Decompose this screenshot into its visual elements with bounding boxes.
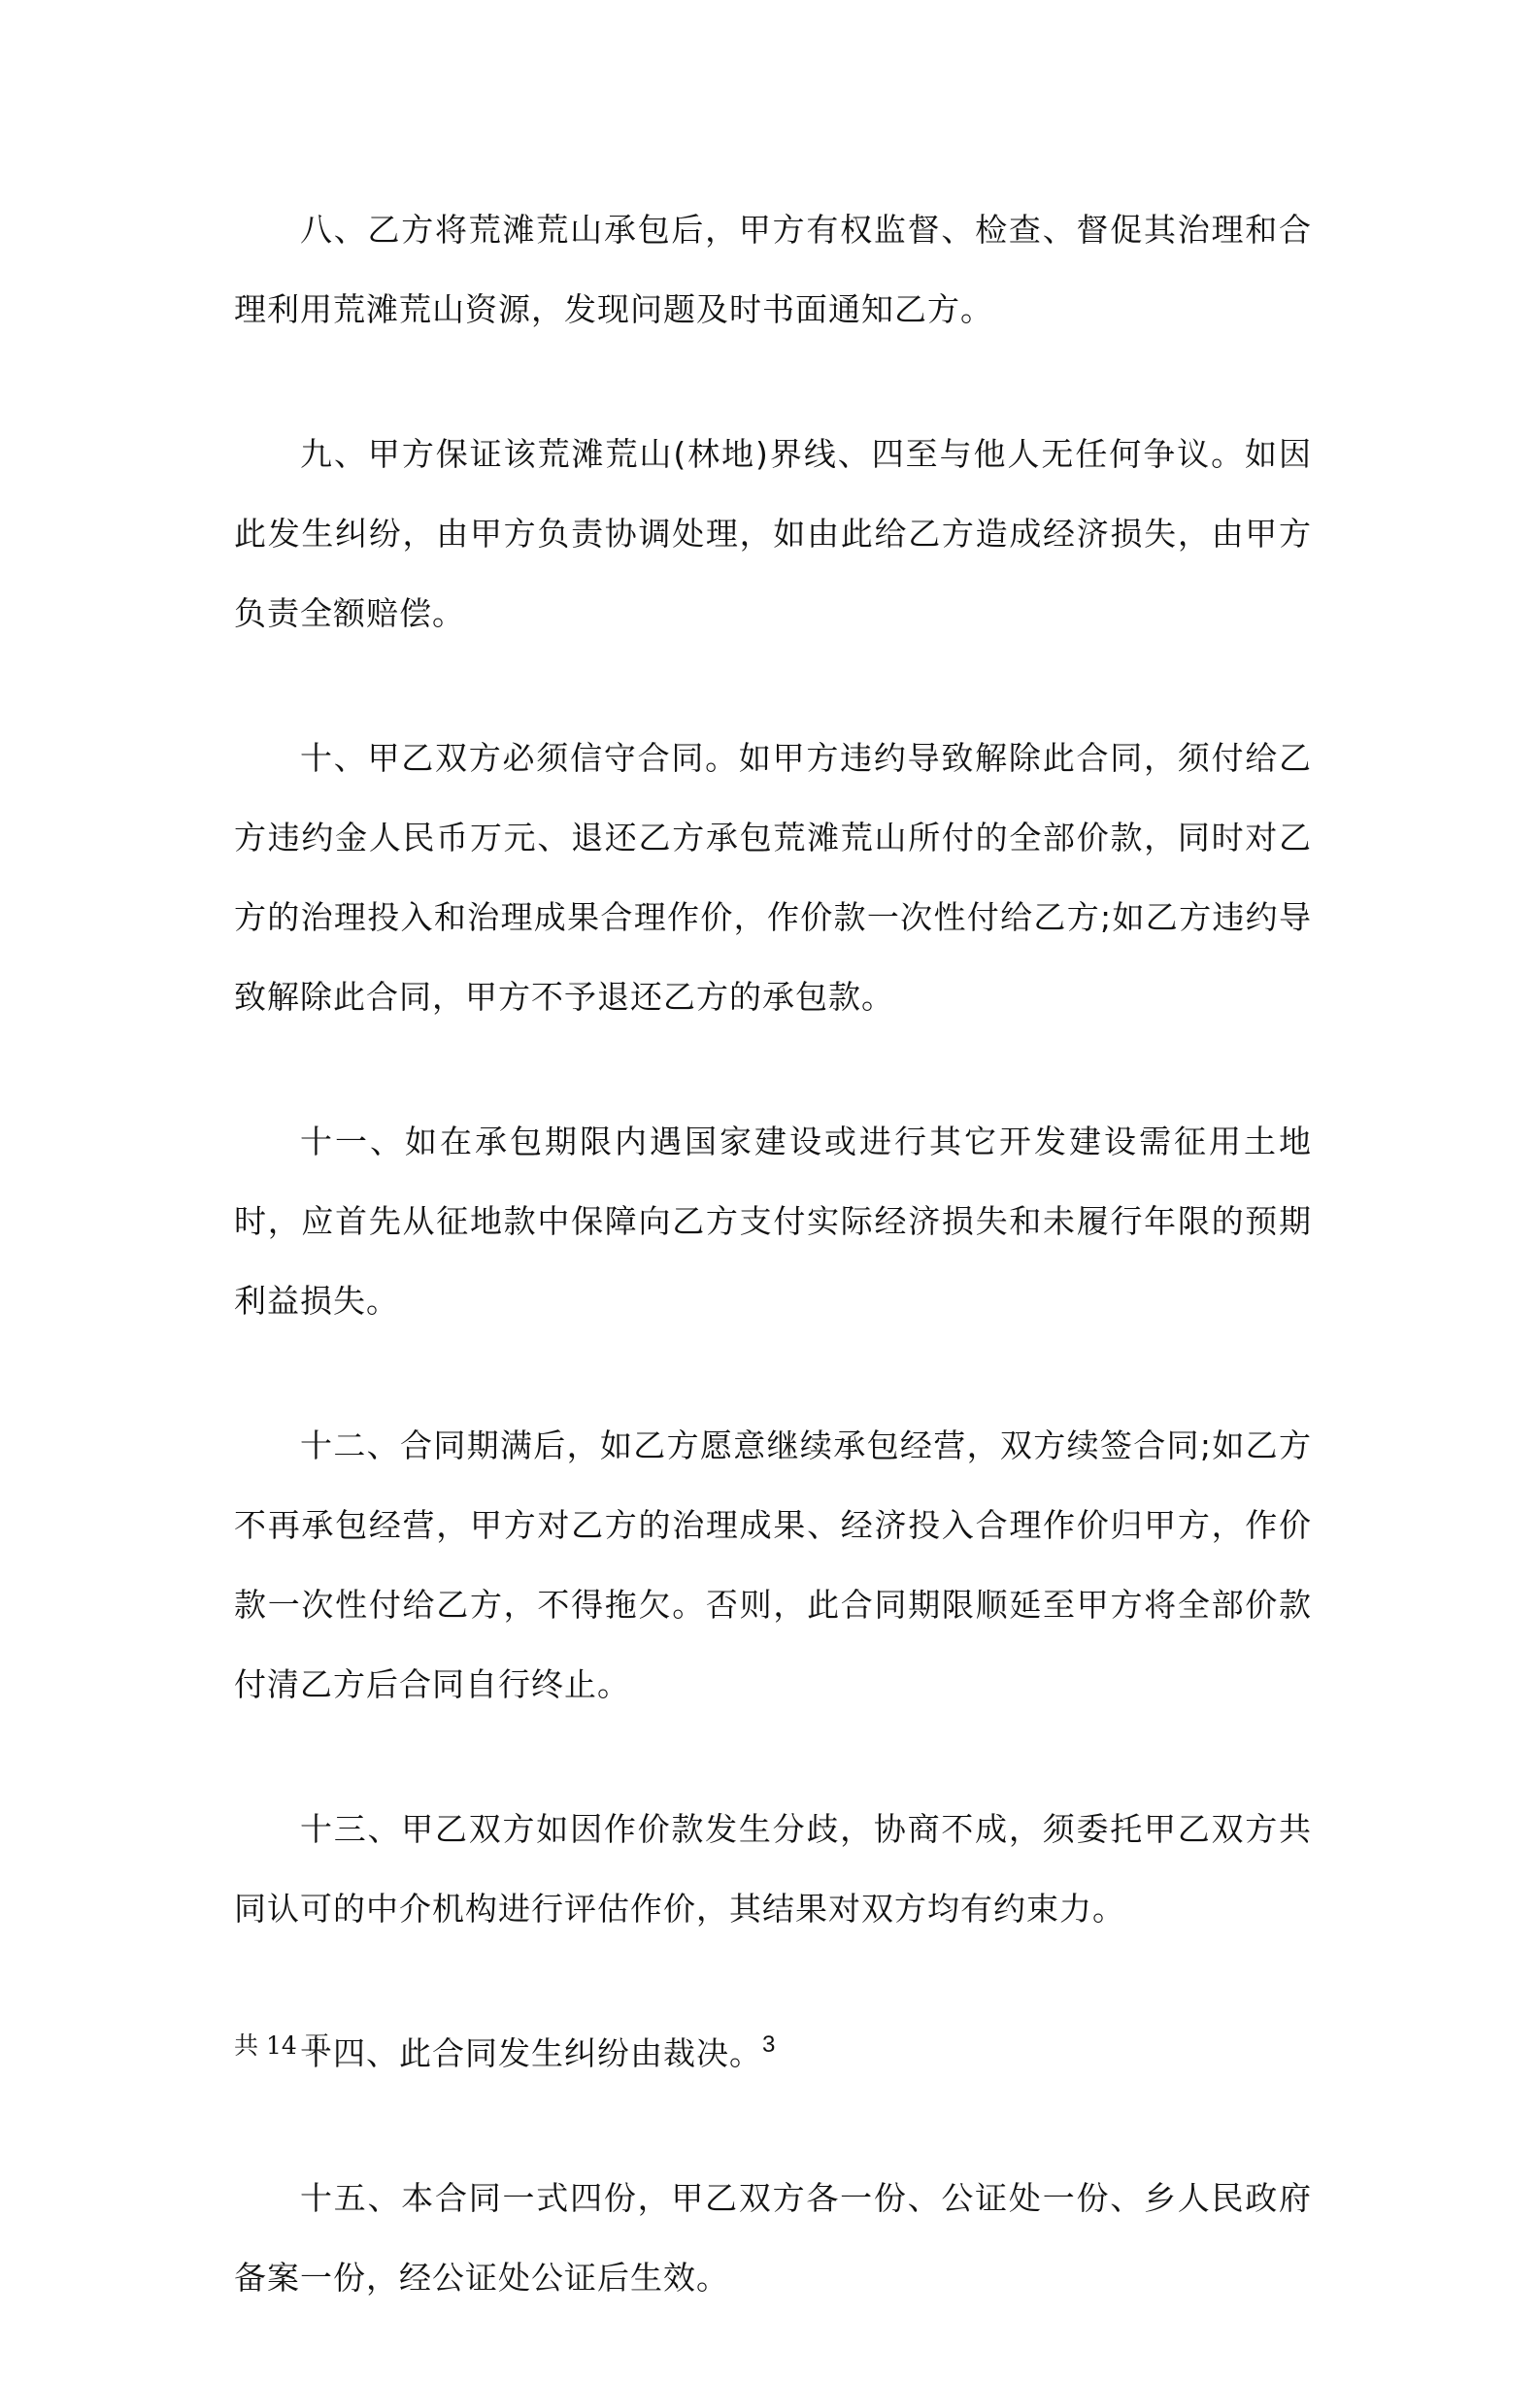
clause-9: 九、甲方保证该荒滩荒山(林地)界线、四至与他人无任何争议。如因此发生纠纷，由甲方负责协调处理，如由此给乙方造成经济损失，由甲方负责全额赔偿。: [234, 435, 1312, 632]
footer-page-number: 3: [762, 2031, 776, 2058]
clause-11: 十一、如在承包期限内遇国家建设或进行其它开发建设需征用土地时，应首先从征地款中保障向乙方支付实际经济损失和未履行年限的预期利益损失。: [234, 1123, 1312, 1320]
clause-13: 十三、甲乙双方如因作价款发生分歧，协商不成，须委托甲乙双方共同认可的中介机构进行评估作价，其结果对双方均有约束力。: [234, 1810, 1312, 1928]
clause-8: 八、乙方将荒滩荒山承包后，甲方有权监督、检查、督促其治理和合理利用荒滩荒山资源，发现问题及时书面通知乙方。: [234, 211, 1312, 328]
footer-total-pages: 共 14 页: [234, 2031, 329, 2060]
clause-12: 十二、合同期满后，如乙方愿意继续承包经营，双方续签合同;如乙方不再承包经营，甲方对乙方的治理成果、经济投入合理作价归甲方，作价款一次性付给乙方，不得拖欠。否则，此合同期限顺延至甲方将全部价款付清乙方后合同自行终止。: [234, 1426, 1312, 1703]
clause-15: 十五、本合同一式四份，甲乙双方各一份、公证处一份、乡人民政府备案一份，经公证处公证后生效。: [234, 2179, 1312, 2297]
clause-10: 十、甲乙双方必须信守合同。如甲方违约导致解除此合同，须付给乙方违约金人民币万元、退还乙方承包荒滩荒山所付的全部价款，同时对乙方的治理投入和治理成果合理作价，作价款一次性付给乙方;如乙方违约导致解除此合同，甲方不予退还乙方的承包款。: [234, 739, 1312, 1016]
clause-14: 十四、此合同发生纠纷由裁决。: [300, 2034, 762, 2072]
